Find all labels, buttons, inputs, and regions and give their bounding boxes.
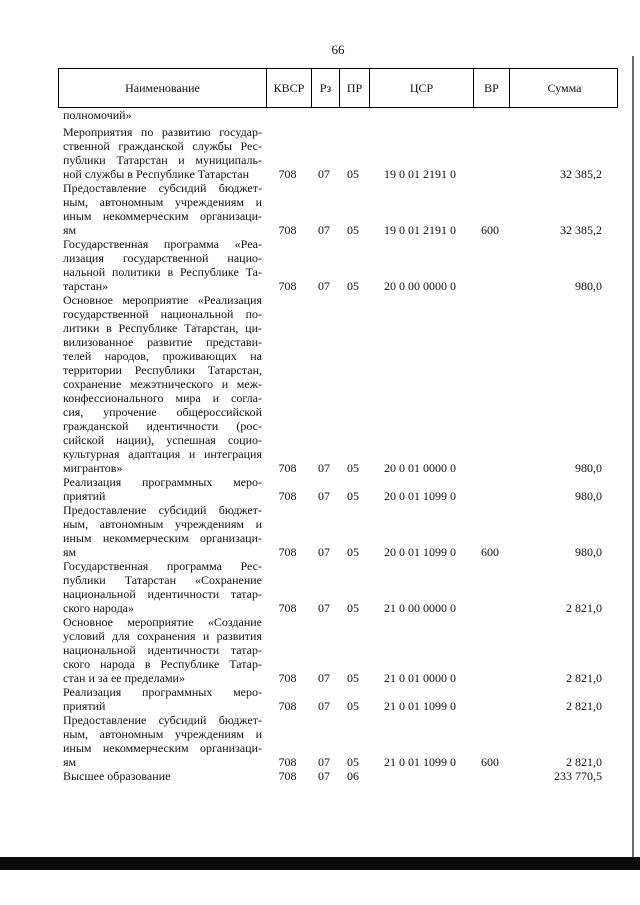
row-csr-cell: 20 0 00 0000 0	[384, 279, 456, 293]
row-kvsr-cell: 708	[278, 489, 297, 503]
row-name-line: условий для сохранения и развития	[63, 629, 262, 643]
row-vr-cell	[472, 279, 508, 293]
row-name-line: сия, упрочение общероссийской	[63, 405, 262, 419]
row-csr-cell: 21 0 00 0000 0	[384, 601, 456, 615]
row-rz-cell: 07	[318, 461, 330, 475]
table-row	[58, 769, 618, 783]
budget-table	[58, 68, 618, 783]
row-kvsr-cell: 708	[278, 755, 297, 769]
row-kvsr-cell: 708	[278, 601, 297, 615]
row-rz-cell: 07	[318, 755, 330, 769]
header-kvsr: КВСР	[266, 69, 311, 107]
row-name-cell	[58, 125, 265, 181]
row-name-line: Основное мероприятие «Создание	[63, 615, 262, 629]
row-csr-cell: 20 0 01 1099 0	[384, 545, 456, 559]
row-name-line: Реализация программных меро-	[63, 475, 262, 489]
row-name-line: стан и за ее пределами»	[63, 671, 185, 685]
row-pr-cell: 05	[347, 279, 359, 293]
row-name-line: Предоставление субсидий бюджет-	[63, 713, 262, 727]
row-rz-cell: 07	[318, 223, 330, 237]
header-vr: ВР	[473, 69, 509, 107]
row-kvsr-cell: 708	[278, 167, 297, 181]
row-name-cell	[58, 559, 265, 615]
table-row	[58, 125, 618, 181]
row-sum-cell: 2 821,0	[566, 671, 602, 685]
row-name-line: ным, автономным учреждениям и	[63, 727, 262, 741]
row-csr-cell: 21 0 01 0000 0	[384, 671, 456, 685]
row-csr-cell: 20 0 01 0000 0	[384, 461, 456, 475]
row-pr-cell: 05	[347, 601, 359, 615]
row-name-line: государственной национальной по-	[63, 307, 262, 321]
row-name-cell	[58, 685, 265, 713]
row-pr-cell	[338, 108, 368, 122]
row-name-line: ям	[63, 755, 77, 769]
row-sum-cell	[508, 108, 618, 122]
row-sum-cell: 980,0	[575, 461, 602, 475]
row-name-line: ным, автономным учреждениям и	[63, 517, 262, 531]
row-name-line: литики в Республике Татарстан, ци-	[63, 321, 262, 335]
row-kvsr-cell: 708	[278, 671, 297, 685]
row-sum-cell: 980,0	[575, 279, 602, 293]
header-rz: Рз	[311, 69, 339, 107]
row-name-line: иным некоммерческим организаци-	[63, 741, 262, 755]
row-pr-cell: 05	[347, 167, 359, 181]
row-csr-cell: 20 0 01 1099 0	[384, 489, 456, 503]
header-name: Наименование	[125, 81, 200, 95]
table-row	[58, 108, 618, 122]
table-row	[58, 685, 618, 713]
row-vr-cell	[472, 489, 508, 503]
row-name-line: приятий	[63, 489, 106, 503]
row-name-line: Мероприятия по развитию государ-	[63, 125, 262, 139]
row-sum-cell: 980,0	[575, 489, 602, 503]
row-vr-cell	[472, 601, 508, 615]
row-csr-cell	[368, 769, 472, 783]
row-rz-cell: 07	[318, 601, 330, 615]
row-name-line: ям	[63, 223, 77, 237]
row-sum-cell: 980,0	[575, 545, 602, 559]
table-header	[58, 68, 618, 108]
row-pr-cell: 05	[347, 489, 359, 503]
row-sum-cell: 2 821,0	[566, 699, 602, 713]
row-name-line: полномочий»	[63, 108, 132, 122]
row-name-line: конфессионального мира и согла-	[63, 391, 262, 405]
row-name-cell	[58, 108, 265, 122]
row-vr-cell	[472, 769, 508, 783]
row-name-line: культурная адаптация и интеграция	[63, 447, 262, 461]
row-csr-cell: 21 0 01 1099 0	[384, 699, 456, 713]
row-kvsr-cell: 708	[278, 223, 297, 237]
row-kvsr-cell: 708	[278, 769, 297, 783]
row-pr-cell: 05	[347, 755, 359, 769]
row-name-cell	[58, 769, 265, 783]
row-name-line: телей народов, проживающих на	[63, 349, 262, 363]
row-sum-cell: 2 821,0	[566, 755, 602, 769]
row-rz-cell: 07	[318, 489, 330, 503]
header-pr: ПР	[339, 69, 369, 107]
row-name-line: ского народа в Республике Татар-	[63, 657, 262, 671]
row-vr-cell	[472, 461, 508, 475]
header-csr: ЦСР	[369, 69, 473, 107]
row-name-line: ского народа»	[63, 601, 135, 615]
row-rz-cell	[310, 108, 338, 122]
table-row	[58, 615, 618, 685]
row-name-line: сохранение межэтнического и меж-	[63, 377, 262, 391]
row-csr-cell: 21 0 01 1099 0	[384, 755, 456, 769]
row-name-line: тарстан»	[63, 279, 109, 293]
row-rz-cell: 07	[318, 671, 330, 685]
row-name-line: нальной политики в Республике Та-	[63, 265, 262, 279]
row-sum-cell: 2 821,0	[566, 601, 602, 615]
row-name-line: публики Татарстан и муниципаль-	[63, 153, 262, 167]
table-row	[58, 181, 618, 237]
row-name-cell	[58, 475, 265, 503]
page-number: 66	[331, 42, 345, 57]
row-name-cell	[58, 503, 265, 559]
row-name-line: Государственная программа «Реа-	[63, 237, 262, 251]
row-name-line: Высшее образование	[63, 769, 171, 783]
row-name-line: ственной гражданской службы Рес-	[63, 139, 262, 153]
row-kvsr-cell: 708	[278, 545, 297, 559]
row-name-line: иным некоммерческим организаци-	[63, 531, 262, 545]
row-vr-cell: 600	[481, 755, 499, 769]
row-name-line: вилизованное развитие представи-	[63, 335, 262, 349]
row-pr-cell: 05	[347, 699, 359, 713]
header-sum: Сумма	[509, 69, 619, 107]
row-name-cell	[58, 293, 265, 475]
row-rz-cell: 07	[318, 167, 330, 181]
row-csr-cell	[368, 108, 472, 122]
row-name-line: публики Татарстан «Сохранение	[63, 573, 262, 587]
row-csr-cell: 19 0 01 2191 0	[384, 167, 456, 181]
table-row	[58, 503, 618, 559]
row-name-line: гражданской идентичности (рос-	[63, 419, 262, 433]
row-rz-cell: 07	[318, 699, 330, 713]
row-name-line: Предоставление субсидий бюджет-	[63, 181, 262, 195]
row-pr-cell: 06	[347, 769, 359, 783]
row-name-line: территории Республики Татарстан,	[63, 363, 262, 377]
row-kvsr-cell	[265, 108, 310, 122]
table-row	[58, 475, 618, 503]
row-pr-cell: 05	[347, 461, 359, 475]
table-row	[58, 713, 618, 769]
row-pr-cell: 05	[347, 223, 359, 237]
row-csr-cell: 19 0 01 2191 0	[384, 223, 456, 237]
row-rz-cell: 07	[318, 545, 330, 559]
row-name-line: национальной идентичности татар-	[63, 643, 262, 657]
table-body	[58, 108, 618, 783]
row-name-cell	[58, 181, 265, 237]
row-pr-cell: 05	[347, 671, 359, 685]
row-name-line: национальной идентичности татар-	[63, 587, 262, 601]
row-name-cell	[58, 713, 265, 769]
table-row	[58, 293, 618, 475]
row-name-line: Государственная программа Рес-	[63, 559, 262, 573]
table-row	[58, 237, 618, 293]
scan-edge-line	[632, 56, 634, 858]
row-name-line: лизация государственной нацио-	[63, 251, 262, 265]
scan-bottom-bar	[0, 857, 640, 870]
row-name-cell	[58, 615, 265, 685]
row-rz-cell: 07	[318, 769, 330, 783]
row-vr-cell	[472, 167, 508, 181]
row-name-line: иным некоммерческим организаци-	[63, 209, 262, 223]
row-vr-cell	[472, 699, 508, 713]
table-row	[58, 559, 618, 615]
row-vr-cell: 600	[481, 545, 499, 559]
row-name-line: мигрантов»	[63, 461, 123, 475]
row-name-line: ной службы в Республике Татарстан	[63, 167, 249, 181]
row-sum-cell: 32 385,2	[560, 223, 602, 237]
row-name-line: ным, автономным учреждениям и	[63, 195, 262, 209]
row-kvsr-cell: 708	[278, 279, 297, 293]
row-name-cell	[58, 237, 265, 293]
row-sum-cell: 32 385,2	[560, 167, 602, 181]
row-pr-cell: 05	[347, 545, 359, 559]
row-name-line: ям	[63, 545, 77, 559]
row-kvsr-cell: 708	[278, 699, 297, 713]
row-name-line: Основное мероприятие «Реализация	[63, 293, 262, 307]
row-sum-cell: 233 770,5	[554, 769, 602, 783]
row-rz-cell: 07	[318, 279, 330, 293]
row-name-line: Реализация программных меро-	[63, 685, 262, 699]
row-kvsr-cell: 708	[278, 461, 297, 475]
row-name-line: приятий	[63, 699, 106, 713]
row-name-line: сийской нации), успешная социо-	[63, 433, 262, 447]
row-name-line: Предоставление субсидий бюджет-	[63, 503, 262, 517]
row-vr-cell: 600	[481, 223, 499, 237]
row-vr-cell	[472, 108, 508, 122]
row-vr-cell	[472, 671, 508, 685]
